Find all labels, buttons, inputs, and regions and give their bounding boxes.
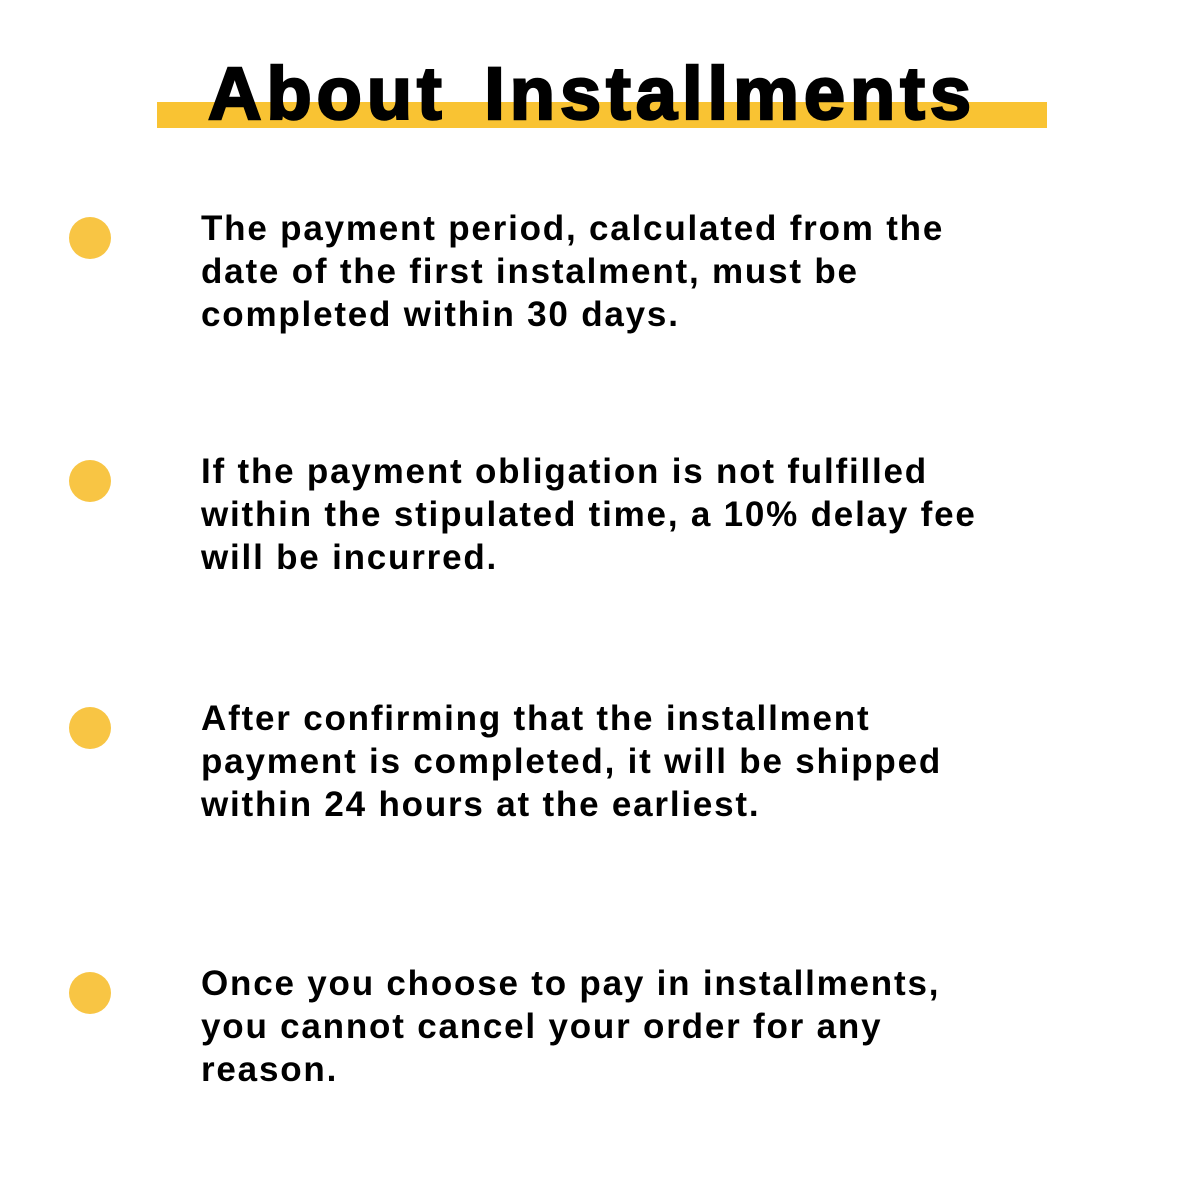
bullet-line: within the stipulated time, a 10% delay fee: [201, 495, 977, 534]
bullet-line: If the payment obligation is not fulfilled: [201, 452, 928, 491]
page-title: About Installments: [208, 52, 977, 135]
bullet-text: [201, 697, 1061, 826]
bullet-line: After confirming that the installment: [201, 699, 871, 738]
bullet-line: will be incurred.: [201, 538, 499, 577]
bullet-text: [201, 962, 1061, 1091]
bullet-line: reason.: [201, 1050, 339, 1089]
bullet-line: within 24 hours at the earliest.: [201, 785, 761, 824]
bullet-dot-icon: [69, 460, 111, 502]
header: [0, 0, 1200, 160]
bullet-dot-icon: [69, 972, 111, 1014]
bullet-dot-icon: [69, 217, 111, 259]
bullet-line: you cannot cancel your order for any: [201, 1007, 883, 1046]
bullet-line: date of the first instalment, must be: [201, 252, 859, 291]
bullet-line: completed within 30 days.: [201, 295, 680, 334]
bullet-line: The payment period, calculated from the: [201, 209, 945, 248]
bullet-text: [201, 207, 1061, 336]
bullet-line: Once you choose to pay in installments,: [201, 964, 941, 1003]
bullet-line: payment is completed, it will be shipped: [201, 742, 943, 781]
bullet-dot-icon: [69, 707, 111, 749]
bullet-text: [201, 450, 1061, 579]
